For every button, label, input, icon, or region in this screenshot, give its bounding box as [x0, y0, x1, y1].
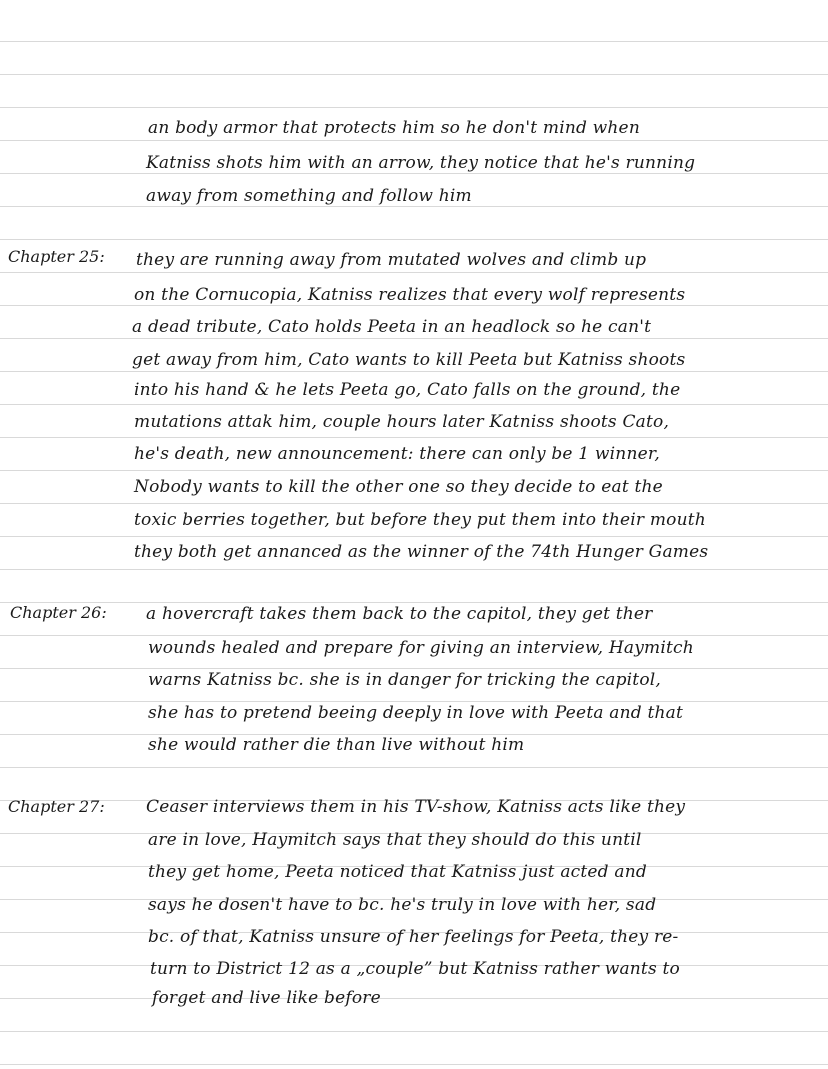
chapter-25-line: they both get annanced as the winner of the 74th Hunger Games [134, 542, 709, 562]
chapter-27-label: Chapter 27: [8, 797, 105, 816]
chapter-27-line: turn to District 12 as a „couple” but Katniss rather wants to [150, 959, 680, 979]
intro-line: away from something and follow him [146, 186, 472, 206]
chapter-25-line: into his hand & he lets Peeta go, Cato falls on the ground, the [134, 380, 681, 400]
chapter-27-line: Ceaser interviews them in his TV-show, Katniss acts like they [146, 797, 686, 817]
intro-line: an body armor that protects him so he don't mind when [148, 118, 640, 138]
chapter-27-line: are in love, Haymitch says that they should do this until [148, 830, 642, 850]
chapter-25-line: a dead tribute, Cato holds Peeta in an headlock so he can't [132, 317, 652, 337]
chapter-25-line: get away from him, Cato wants to kill Peeta but Katniss shoots [132, 350, 686, 370]
chapter-25-line: mutations attak him, couple hours later Katniss shoots Cato, [134, 412, 670, 432]
chapter-27-line: says he dosen't have to bc. he's truly in love with her, sad [148, 895, 657, 915]
chapter-25-label: Chapter 25: [8, 247, 105, 266]
chapter-26-line: a hovercraft takes them back to the capitol, they get ther [146, 604, 653, 624]
chapter-26-line: wounds healed and prepare for giving an interview, Haymitch [148, 638, 694, 658]
chapter-25-line: Nobody wants to kill the other one so they decide to eat the [134, 477, 663, 497]
chapter-25-line: on the Cornucopia, Katniss realizes that every wolf represents [134, 285, 686, 305]
chapter-25-line: toxic berries together, but before they put them into their mouth [134, 510, 706, 530]
chapter-26-line: she has to pretend beeing deeply in love with Peeta and that [148, 703, 684, 723]
chapter-25-line: they are running away from mutated wolves and climb up [136, 250, 647, 270]
chapter-27-line: they get home, Peeta noticed that Katniss just acted and [148, 862, 647, 882]
chapter-25-line: he's death, new announcement: there can only be 1 winner, [134, 444, 660, 464]
chapter-27-line: forget and live like before [152, 988, 381, 1008]
chapter-26-label: Chapter 26: [10, 603, 107, 622]
chapter-26-line: warns Katniss bc. she is in danger for tricking the capitol, [148, 670, 662, 690]
intro-line: Katniss shots him with an arrow, they notice that he's running [146, 153, 696, 173]
chapter-26-line: she would rather die than live without him [148, 735, 525, 755]
chapter-27-line: bc. of that, Katniss unsure of her feelings for Peeta, they re- [148, 927, 679, 947]
